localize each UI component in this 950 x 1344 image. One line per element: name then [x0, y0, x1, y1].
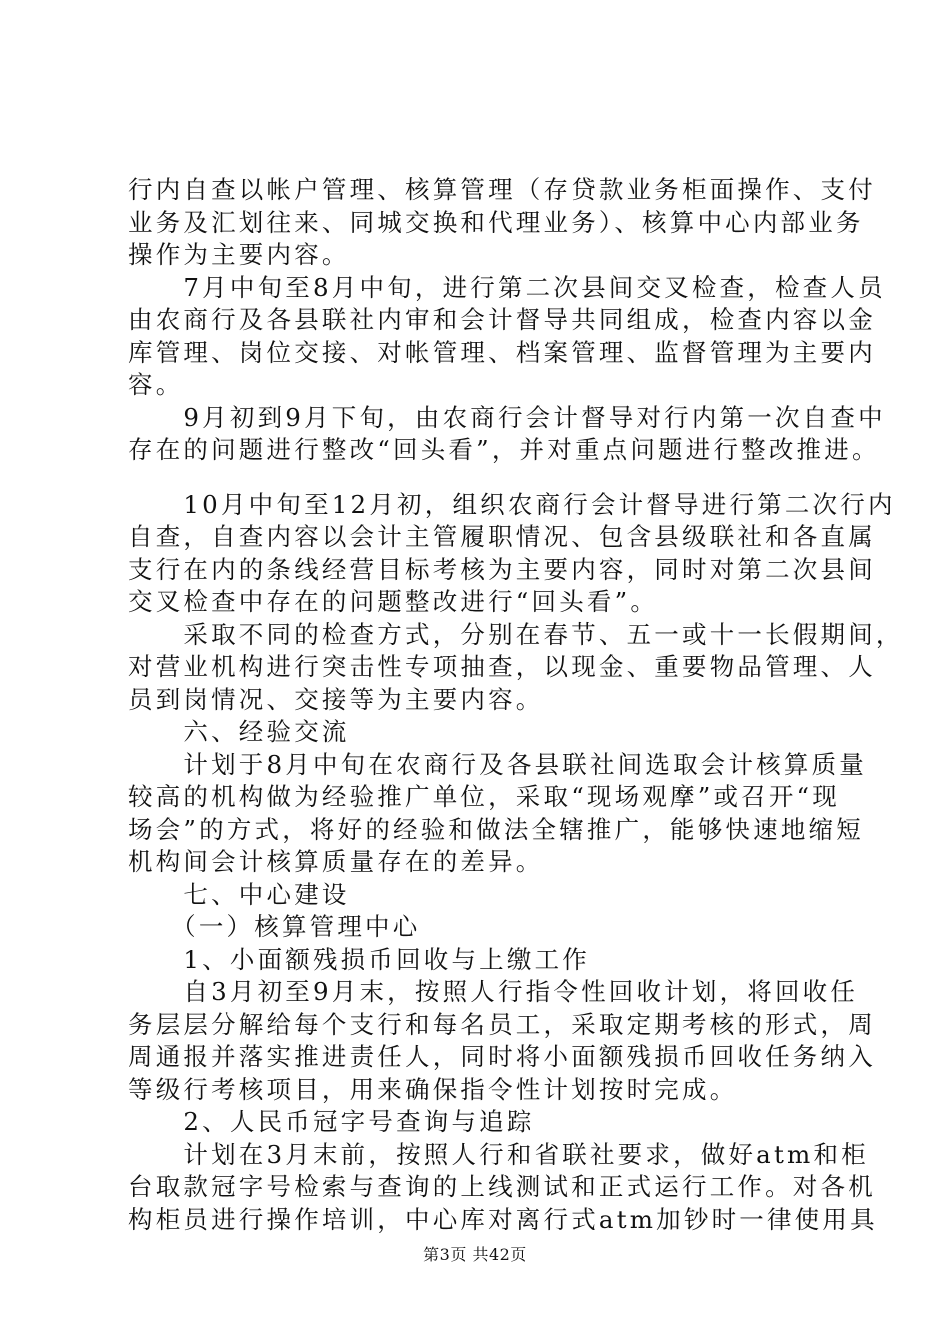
- text-line: （一）核算管理中心: [128, 912, 421, 941]
- paragraph-gap: [128, 467, 840, 489]
- page-footer: 第3页 共42页: [423, 1245, 527, 1264]
- text-line: 10月中旬至12月初，组织农商行会计督导进行第二次行内: [128, 489, 896, 519]
- text-line: 1、小面额残损币回收与上缴工作: [128, 944, 590, 974]
- text-line: 库管理、岗位交接、对帐管理、档案管理、监督管理为主要内: [128, 337, 876, 367]
- paragraph: [128, 489, 904, 1237]
- paragraph: [128, 402, 886, 467]
- text-line: 计划在3月末前，按照人行和省联社要求，做好atm和柜: [128, 1139, 869, 1169]
- text-line: 计划于8月中旬在农商行及各县联社间选取会计核算质量: [128, 749, 867, 779]
- paragraph: [128, 272, 886, 402]
- text-line: 台取款冠字号检索与查询的上线测试和正式运行工作。对各机: [128, 1172, 876, 1201]
- text-line: 7月中旬至8月中旬，进行第二次县间交叉检查，检查人员: [128, 272, 886, 302]
- text-line: 七、中心建设: [128, 879, 350, 909]
- text-line: 务层层分解给每个支行和每名员工，采取定期考核的形式，周: [128, 1009, 876, 1039]
- text-line: 由农商行及各县联社内审和会计督导共同组成，检查内容以金: [128, 305, 876, 334]
- text-line: 场会”的方式，将好的经验和做法全辖推广，能够快速地缩短: [128, 814, 864, 844]
- text-line: 自3月初至9月末，按照人行指令性回收计划，将回收任: [128, 977, 859, 1006]
- text-line: 2、人民币冠字号查询与追踪: [128, 1107, 535, 1136]
- text-line: 较高的机构做为经验推广单位，采取“现场观摩”或召开“现: [128, 782, 840, 811]
- text-line: 周通报并落实推进责任人，同时将小面额残损币回收任务纳入: [128, 1042, 876, 1071]
- document-body: [128, 174, 904, 1236]
- paragraph: [128, 174, 876, 272]
- text-line: 六、经验交流: [128, 717, 350, 746]
- text-line: 构柜员进行操作培训，中心库对离行式atm加钞时一律使用具: [128, 1204, 878, 1234]
- text-line: 业务及汇划往来、同城交换和代理业务）、核算中心内部业务: [128, 207, 864, 237]
- text-line: 交叉检查中存在的问题整改进行“回头看”。: [128, 587, 659, 616]
- text-line: 等级行考核项目，用来确保指令性计划按时完成。: [128, 1074, 738, 1104]
- text-line: 容。: [128, 370, 184, 399]
- text-line: 采取不同的检查方式，分别在春节、五一或十一长假期间，: [128, 619, 904, 649]
- text-line: 存在的问题进行整改“回头看”，并对重点问题进行整改推进。: [128, 435, 880, 464]
- text-line: 支行在内的条线经营目标考核为主要内容，同时对第二次县间: [128, 554, 876, 584]
- text-line: 机构间会计核算质量存在的差异。: [128, 847, 544, 876]
- text-line: 操作为主要内容。: [128, 240, 350, 269]
- text-line: 9月初到9月下旬，由农商行会计督导对行内第一次自查中: [128, 402, 886, 432]
- text-line: 对营业机构进行突击性专项抽查，以现金、重要物品管理、人: [128, 652, 876, 681]
- text-line: 行内自查以帐户管理、核算管理（存贷款业务柜面操作、支付: [128, 175, 876, 204]
- text-line: 员到岗情况、交接等为主要内容。: [128, 684, 544, 714]
- text-line: 自查，自查内容以会计主管履职情况、包含县级联社和各直属: [128, 522, 876, 551]
